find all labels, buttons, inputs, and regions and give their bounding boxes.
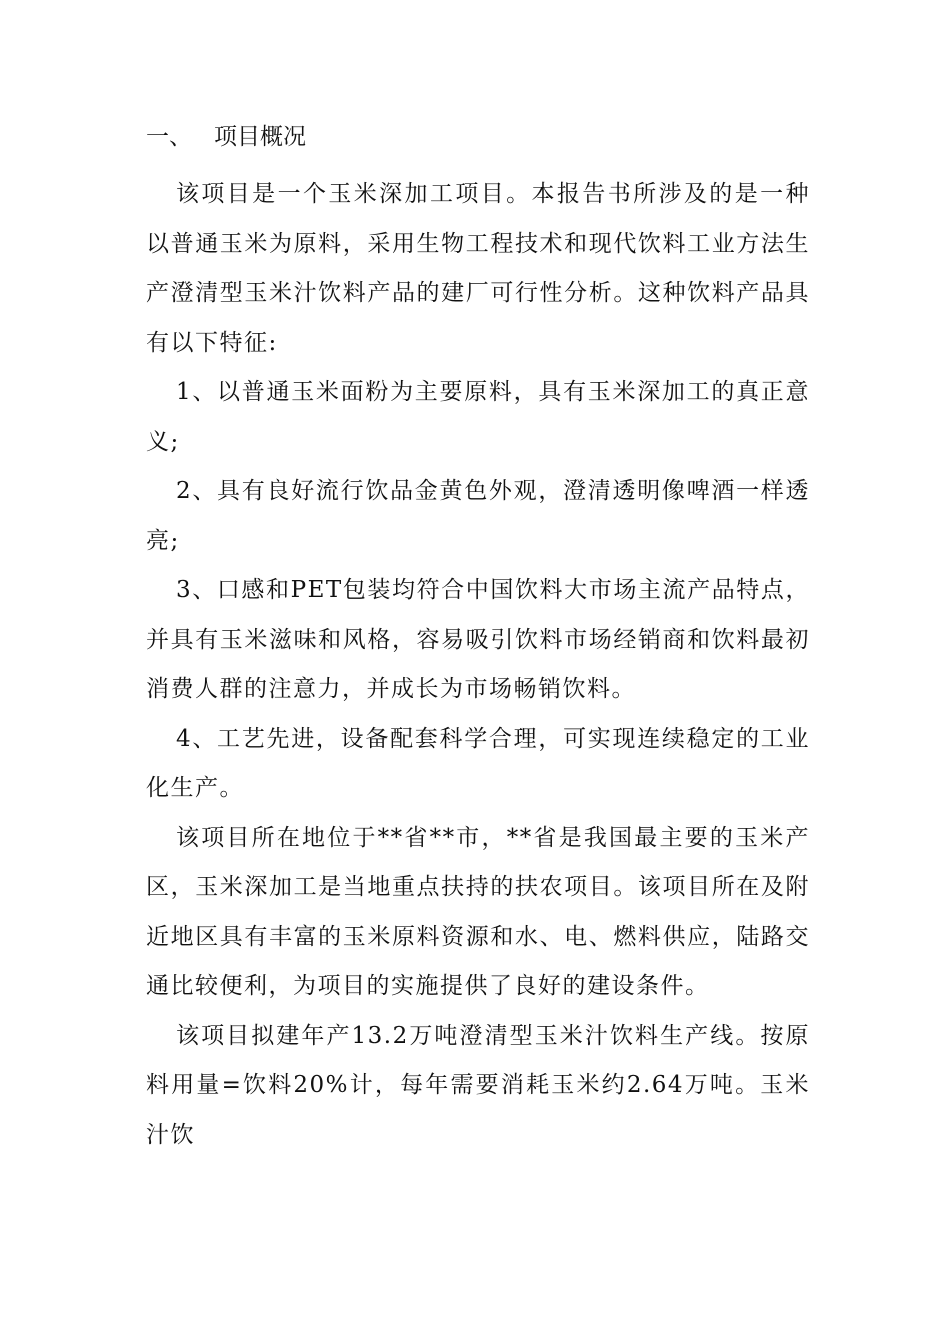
paragraph-feature-3: 3、口感和PET包装均符合中国饮料大市场主流产品特点，并具有玉米滋味和风格，容易吸引饮料市场经销商和饮料最初消费人群的注意力，并成长为市场畅销饮料。 xyxy=(146,577,810,702)
section-number: 一、 xyxy=(146,124,192,150)
paragraph-feature-4: 4、工艺先进，设备配套科学合理，可实现连续稳定的工业化生产。 xyxy=(146,725,810,801)
paragraph-feature-2: 2、具有良好流行饮品金黄色外观，澄清透明像啤酒一样透亮; xyxy=(146,478,810,554)
paragraph-feature-1: 1、以普通玉米面粉为主要原料，具有玉米深加工的真正意义; xyxy=(146,379,810,455)
paragraph-intro: 该项目是一个玉米深加工项目。本报告书所涉及的是一种以普通玉米为原料，采用生物工程技术和现代饮料工业方法生产澄清型玉米汁饮料产品的建厂可行性分析。这种饮料产品具有以下特征: xyxy=(146,181,810,356)
document-body xyxy=(146,170,810,1160)
paragraph-location: 该项目所在地位于**省**市，**省是我国最主要的玉米产区，玉米深加工是当地重点扶持的扶农项目。该项目所在及附近地区具有丰富的玉米原料资源和水、电、燃料供应，陆路交通比较便利，为项目的实施提供了良好的建设条件。 xyxy=(146,824,810,999)
paragraph-capacity: 该项目拟建年产13.2万吨澄清型玉米汁饮料生产线。按原料用量=饮料20%计，每年需要消耗玉米约2.64万吨。玉米汁饮 xyxy=(146,1022,810,1148)
section-title: 项目概况 xyxy=(214,124,306,150)
section-heading xyxy=(146,122,306,152)
